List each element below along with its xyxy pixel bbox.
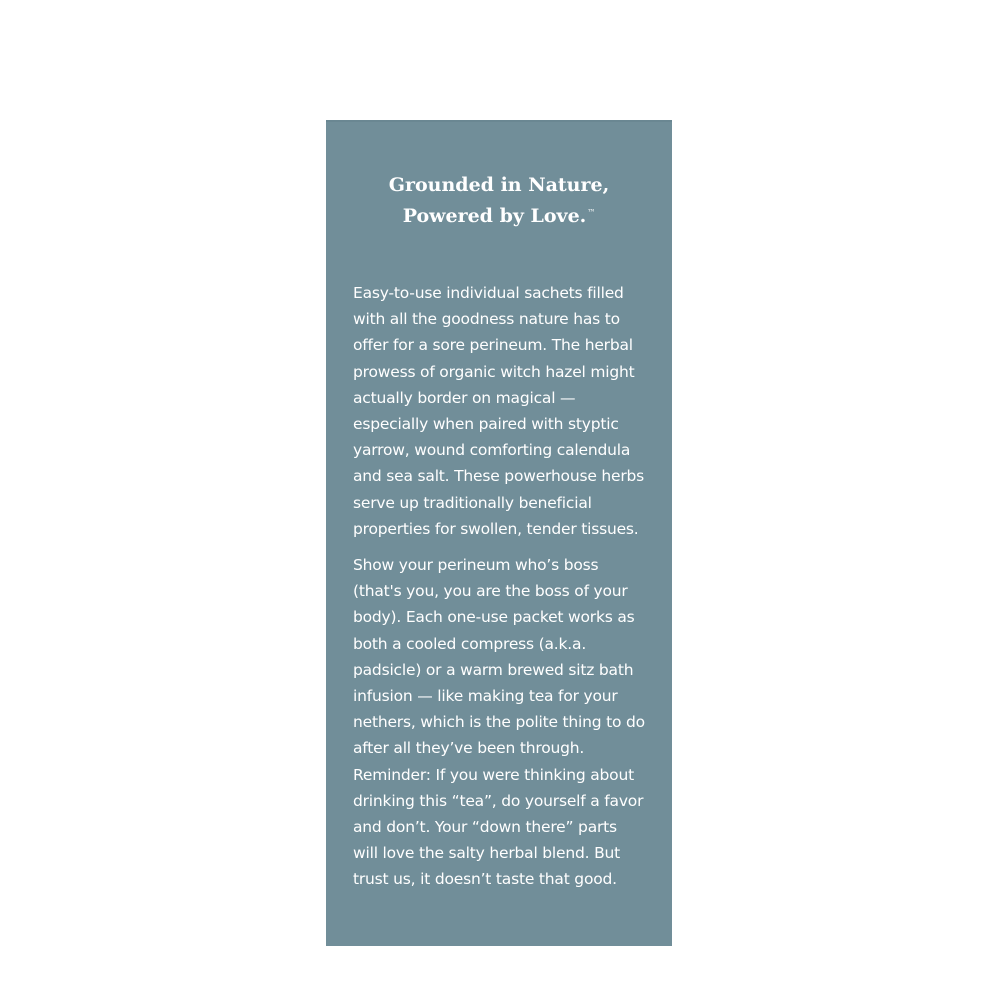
paragraph-2-line: both a cooled compress (a.k.a. — [353, 634, 587, 653]
paragraph-2-line: body). Each one-use packet works as — [353, 608, 635, 627]
paragraph-1-line: actually border on magical — — [353, 388, 576, 407]
tagline-line-1: Grounded in Nature, — [388, 174, 610, 196]
paragraph-1-line: prowess of organic witch hazel might — [353, 362, 635, 381]
paragraph-2-line: infusion — like making tea for your — [353, 687, 618, 706]
paragraph-1-line: with all the goodness nature has to — [353, 310, 620, 329]
paragraph-2-line: Show your perineum who’s boss — [353, 556, 599, 575]
description-paragraph-2 — [353, 552, 665, 893]
paragraph-2-line: (that's you, you are the boss of your — [353, 582, 628, 601]
tagline-line-2 — [326, 199, 672, 230]
paragraph-2-line: will love the salty herbal blend. But — [353, 844, 621, 863]
trademark-symbol: ™ — [587, 208, 596, 217]
package-side-panel — [326, 120, 672, 946]
product-description — [353, 280, 665, 903]
paragraph-1-line: serve up traditionally beneficial — [353, 493, 592, 512]
brand-tagline — [326, 172, 672, 230]
paragraph-2-line: trust us, it doesn’t taste that good. — [353, 870, 617, 889]
description-paragraph-1 — [353, 280, 665, 542]
paragraph-1-line: yarrow, wound comforting calendula — [353, 441, 631, 460]
tagline-line-2-text: Powered by Love. — [402, 205, 587, 227]
paragraph-1-line: Easy-to-use individual sachets filled — [353, 284, 624, 302]
paragraph-2-line: Reminder: If you were thinking about — [353, 765, 634, 784]
paragraph-2-line: padsicle) or a warm brewed sitz bath — [353, 660, 634, 679]
paragraph-2-line: after all they’ve been through. — [353, 739, 585, 758]
paragraph-2-line: drinking this “tea”, do yourself a favor — [353, 791, 644, 810]
paragraph-2-line: and don’t. Your “down there” parts — [353, 818, 617, 837]
paragraph-1-line: and sea salt. These powerhouse herbs — [353, 467, 645, 486]
paragraph-1-line: properties for swollen, tender tissues. — [353, 519, 639, 538]
paragraph-2-line: nethers, which is the polite thing to do — [353, 713, 645, 732]
paragraph-1-line: offer for a sore perineum. The herbal — [353, 336, 633, 355]
paragraph-1-line: especially when paired with styptic — [353, 415, 619, 434]
